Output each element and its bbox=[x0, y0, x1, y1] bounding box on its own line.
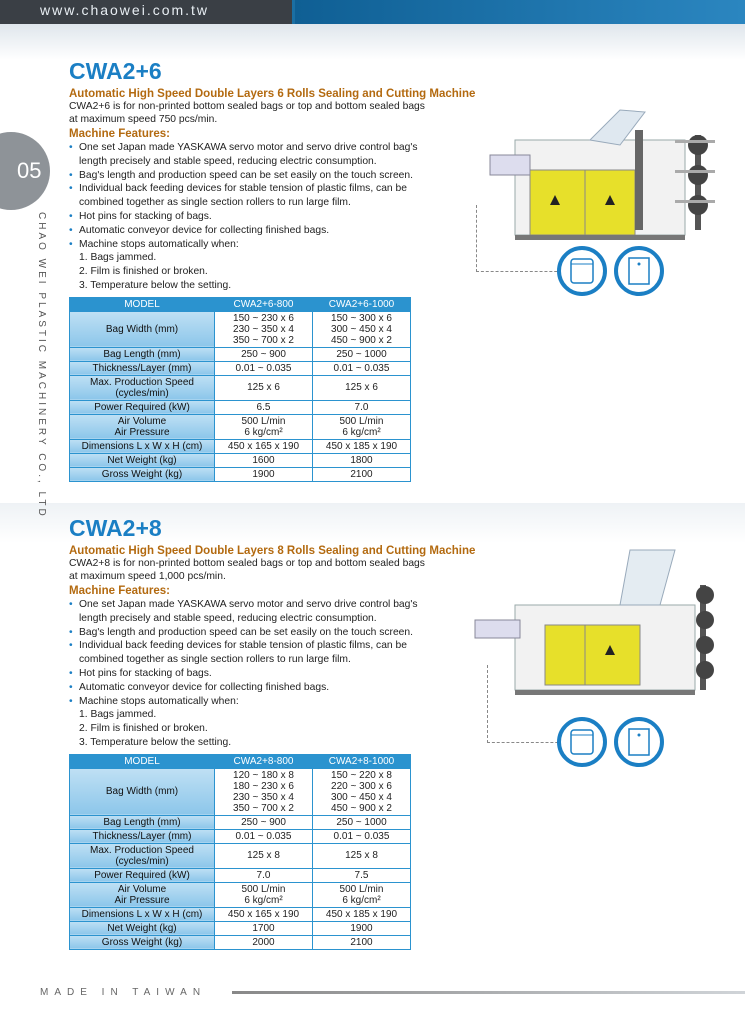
feature-item: • Bag's length and production speed can be set easily on the touch screen. bbox=[69, 626, 413, 638]
spec-value-cell: 500 L/min 6 kg/cm² bbox=[313, 882, 411, 907]
spec-value-cell: 1900 bbox=[313, 921, 411, 935]
feature-item: • One set Japan made YASKAWA servo motor and servo drive control bag's length precisely and stable speed, reducing electric consumption. bbox=[69, 599, 418, 624]
spec-value-cell: 150 ~ 220 x 8 220 ~ 300 x 6 300 ~ 450 x 4 450 ~ 900 x 2 bbox=[313, 768, 411, 815]
spec-value-cell: 250 ~ 900 bbox=[215, 815, 313, 829]
table-row bbox=[70, 935, 411, 949]
spec-value-cell: 450 x 165 x 190 bbox=[215, 907, 313, 921]
feature-item: • Machine stops automatically when: bbox=[69, 238, 239, 250]
spec-value-cell: 1800 bbox=[313, 453, 411, 467]
feature-item: • Bag's length and production speed can be set easily on the touch screen. bbox=[69, 169, 413, 181]
table-row bbox=[70, 921, 411, 935]
spec-label-cell: Dimensions L x W x H (cm) bbox=[70, 439, 215, 453]
feature-item: • Individual back feeding devices for stable tension of plastic films, can be combined together as single section rollers to run large film. bbox=[69, 183, 407, 209]
header-swoosh bbox=[0, 24, 745, 60]
spec-value-cell: 7.0 bbox=[313, 400, 411, 414]
table-row bbox=[70, 361, 411, 375]
features-list bbox=[69, 598, 429, 708]
description-line: at maximum speed 1,000 pcs/min. bbox=[69, 570, 226, 582]
website-url[interactable]: www.chaowei.com.tw bbox=[40, 2, 210, 18]
feature-item: • One set Japan made YASKAWA servo motor and servo drive control bag's length precisely and stable speed, reducing electric consumption. bbox=[69, 142, 418, 167]
features-heading: Machine Features: bbox=[69, 128, 170, 140]
spec-value-cell: 150 ~ 230 x 6 230 ~ 350 x 4 350 ~ 700 x 2 bbox=[215, 311, 313, 347]
spec-value-cell: 1900 bbox=[215, 467, 313, 481]
company-name-vertical: CHAO WEI PLASTIC MACHINERY CO., LTD bbox=[36, 212, 47, 519]
footer-made-in: MADE IN TAIWAN bbox=[40, 987, 207, 998]
feature-item: • Machine stops automatically when: bbox=[69, 695, 239, 707]
table-row bbox=[70, 347, 411, 361]
stop-condition: 2. Film is finished or broken. bbox=[79, 266, 208, 278]
feature-item: • Hot pins for stacking of bags. bbox=[69, 667, 212, 679]
stop-condition: 1. Bags jammed. bbox=[79, 252, 157, 264]
stop-condition: 3. Temperature below the setting. bbox=[79, 279, 232, 291]
flat-bag-icon bbox=[614, 717, 664, 767]
spec-table bbox=[69, 754, 411, 950]
spec-value-cell: 2000 bbox=[215, 935, 313, 949]
model-description bbox=[69, 558, 449, 583]
stop-condition: 3. Temperature below the setting. bbox=[79, 736, 232, 748]
stop-conditions-list bbox=[69, 708, 475, 749]
model-title: CWA2+8 bbox=[69, 515, 162, 541]
spec-value-cell: 500 L/min 6 kg/cm² bbox=[313, 414, 411, 439]
table-row bbox=[70, 907, 411, 921]
spec-label-cell: Power Required (kW) bbox=[70, 400, 215, 414]
spec-label-cell: Bag Width (mm) bbox=[70, 768, 215, 815]
round-bag-icon bbox=[557, 246, 607, 296]
table-header-cell: MODEL bbox=[70, 754, 215, 768]
spec-label-cell: Thickness/Layer (mm) bbox=[70, 361, 215, 375]
spec-value-cell: 1700 bbox=[215, 921, 313, 935]
spec-value-cell: 0.01 ~ 0.035 bbox=[215, 361, 313, 375]
table-header-cell: MODEL bbox=[70, 297, 215, 311]
model-subtitle: Automatic High Speed Double Layers 8 Rolls Sealing and Cutting Machine bbox=[69, 545, 476, 557]
spec-label-cell: Max. Production Speed (cycles/min) bbox=[70, 375, 215, 400]
stop-condition: 2. Film is finished or broken. bbox=[79, 723, 208, 735]
spec-label-cell: Air Volume Air Pressure bbox=[70, 882, 215, 907]
spec-value-cell: 0.01 ~ 0.035 bbox=[313, 829, 411, 843]
table-row bbox=[70, 868, 411, 882]
spec-value-cell: 250 ~ 1000 bbox=[313, 815, 411, 829]
page-number: 05 bbox=[17, 158, 42, 183]
spec-label-cell: Gross Weight (kg) bbox=[70, 467, 215, 481]
spec-label-cell: Dimensions L x W x H (cm) bbox=[70, 907, 215, 921]
spec-label-cell: Bag Length (mm) bbox=[70, 815, 215, 829]
spec-value-cell: 125 x 6 bbox=[313, 375, 411, 400]
spec-table bbox=[69, 297, 411, 482]
spec-label-cell: Net Weight (kg) bbox=[70, 921, 215, 935]
table-row bbox=[70, 311, 411, 347]
table-row bbox=[70, 400, 411, 414]
feature-item: • Individual back feeding devices for stable tension of plastic films, can be combined together as single section rollers to run large film. bbox=[69, 640, 407, 666]
spec-value-cell: 150 ~ 300 x 6 300 ~ 450 x 4 450 ~ 900 x 2 bbox=[313, 311, 411, 347]
description-line: at maximum speed 750 pcs/min. bbox=[69, 113, 218, 125]
table-row bbox=[70, 467, 411, 481]
spec-value-cell: 125 x 8 bbox=[215, 843, 313, 868]
table-header-row bbox=[70, 297, 411, 311]
table-header-cell: CWA2+6-800 bbox=[215, 297, 313, 311]
spec-value-cell: 250 ~ 900 bbox=[215, 347, 313, 361]
spec-value-cell: 2100 bbox=[313, 935, 411, 949]
spec-label-cell: Bag Width (mm) bbox=[70, 311, 215, 347]
description-line: CWA2+6 is for non-printed bottom sealed bags or top and bottom sealed bags bbox=[69, 101, 425, 112]
spec-label-cell: Thickness/Layer (mm) bbox=[70, 829, 215, 843]
machine-section-cwa2-8 bbox=[69, 515, 475, 950]
spec-label-cell: Gross Weight (kg) bbox=[70, 935, 215, 949]
header-bar bbox=[0, 0, 745, 24]
table-row bbox=[70, 439, 411, 453]
spec-value-cell: 1600 bbox=[215, 453, 313, 467]
spec-value-cell: 500 L/min 6 kg/cm² bbox=[215, 882, 313, 907]
spec-value-cell: 250 ~ 1000 bbox=[313, 347, 411, 361]
machine-section-cwa2-6 bbox=[69, 58, 475, 482]
spec-value-cell: 7.0 bbox=[215, 868, 313, 882]
table-row bbox=[70, 768, 411, 815]
spec-label-cell: Air Volume Air Pressure bbox=[70, 414, 215, 439]
spec-label-cell: Bag Length (mm) bbox=[70, 347, 215, 361]
spec-value-cell: 0.01 ~ 0.035 bbox=[313, 361, 411, 375]
table-header-row bbox=[70, 754, 411, 768]
callout-line bbox=[476, 205, 567, 272]
spec-label-cell: Power Required (kW) bbox=[70, 868, 215, 882]
features-list bbox=[69, 141, 429, 251]
spec-value-cell: 2100 bbox=[313, 467, 411, 481]
spec-label-cell: Max. Production Speed (cycles/min) bbox=[70, 843, 215, 868]
spec-value-cell: 125 x 8 bbox=[313, 843, 411, 868]
model-description bbox=[69, 101, 449, 126]
feature-item: • Hot pins for stacking of bags. bbox=[69, 210, 212, 222]
table-header-cell: CWA2+8-800 bbox=[215, 754, 313, 768]
spec-value-cell: 0.01 ~ 0.035 bbox=[215, 829, 313, 843]
spec-value-cell: 500 L/min 6 kg/cm² bbox=[215, 414, 313, 439]
spec-value-cell: 450 x 185 x 190 bbox=[313, 439, 411, 453]
header-url-panel bbox=[0, 0, 292, 24]
flat-bag-icon bbox=[614, 246, 664, 296]
spec-value-cell: 7.5 bbox=[313, 868, 411, 882]
feature-item: • Automatic conveyor device for collecting finished bags. bbox=[69, 224, 330, 236]
stop-conditions-list bbox=[69, 251, 475, 292]
table-row bbox=[70, 815, 411, 829]
footer-line bbox=[232, 991, 745, 994]
header-accent bbox=[295, 0, 745, 24]
round-bag-icon bbox=[557, 717, 607, 767]
table-row bbox=[70, 414, 411, 439]
feature-item: • Automatic conveyor device for collecting finished bags. bbox=[69, 681, 330, 693]
spec-value-cell: 450 x 185 x 190 bbox=[313, 907, 411, 921]
table-header-cell: CWA2+6-1000 bbox=[313, 297, 411, 311]
table-row bbox=[70, 843, 411, 868]
spec-value-cell: 450 x 165 x 190 bbox=[215, 439, 313, 453]
spec-label-cell: Net Weight (kg) bbox=[70, 453, 215, 467]
features-heading: Machine Features: bbox=[69, 585, 170, 597]
stop-condition: 1. Bags jammed. bbox=[79, 709, 157, 721]
model-title: CWA2+6 bbox=[69, 58, 162, 84]
table-row bbox=[70, 882, 411, 907]
description-line: CWA2+8 is for non-printed bottom sealed bags or top and bottom sealed bags bbox=[69, 558, 425, 569]
callout-line bbox=[487, 665, 568, 743]
model-subtitle: Automatic High Speed Double Layers 6 Rolls Sealing and Cutting Machine bbox=[69, 88, 476, 100]
table-header-cell: CWA2+8-1000 bbox=[313, 754, 411, 768]
table-row bbox=[70, 453, 411, 467]
table-row bbox=[70, 829, 411, 843]
spec-value-cell: 120 ~ 180 x 8 180 ~ 230 x 6 230 ~ 350 x 4 350 ~ 700 x 2 bbox=[215, 768, 313, 815]
spec-value-cell: 125 x 6 bbox=[215, 375, 313, 400]
table-row bbox=[70, 375, 411, 400]
spec-value-cell: 6.5 bbox=[215, 400, 313, 414]
